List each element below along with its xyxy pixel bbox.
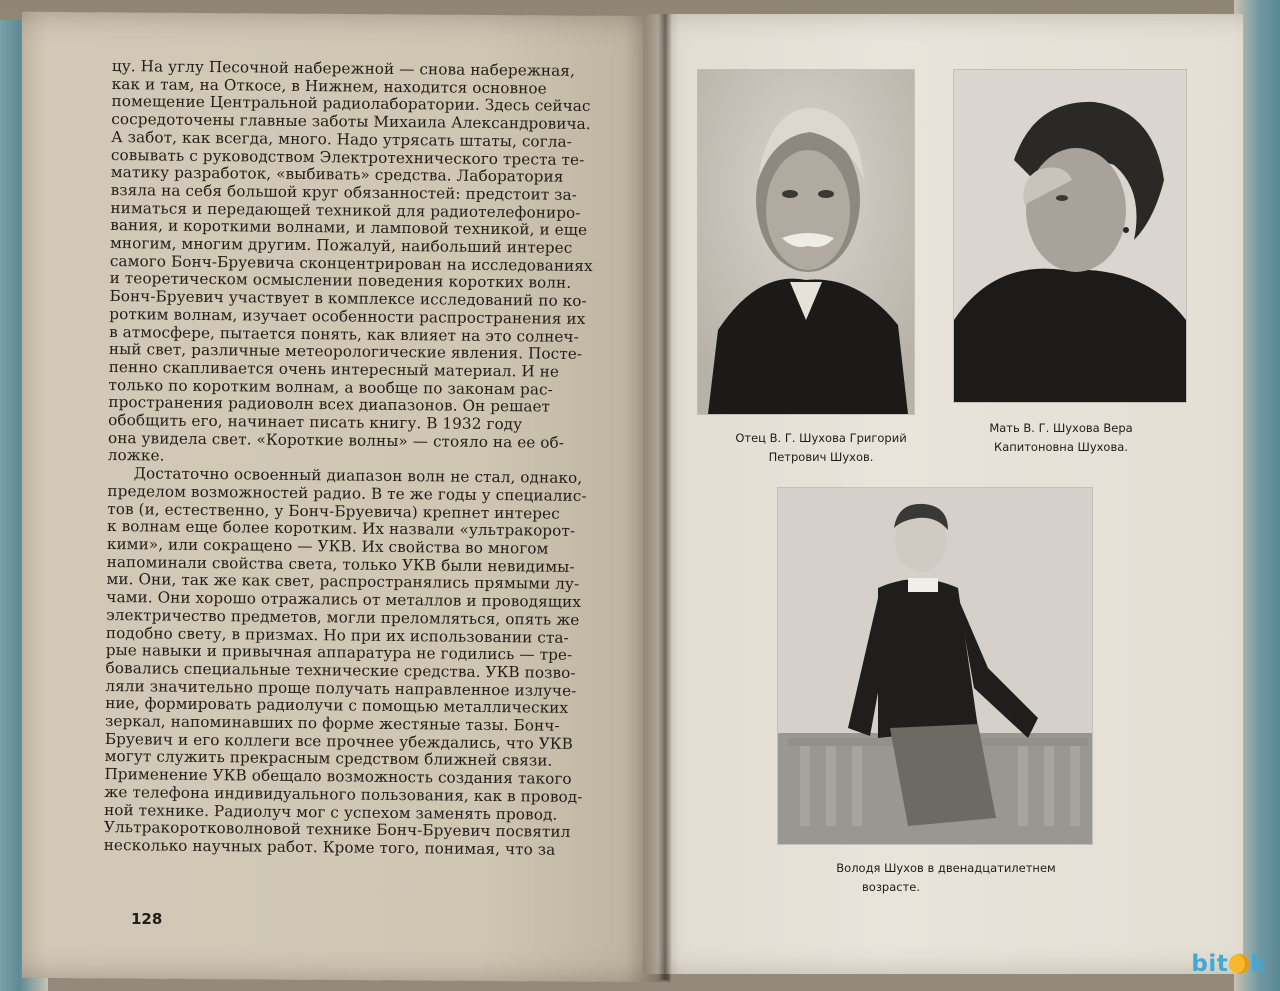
mother-caption-line-1: Мать В. Г. Шухова Вера (989, 421, 1133, 435)
page-number: 128 (131, 910, 163, 928)
watermark-text-part2: k (1250, 951, 1266, 977)
text-line: зеркал, напоминавших по форме жестяные тазы. Бонч- (104, 711, 560, 735)
text-line: Бонч-Бруевич участвует в комплексе исследований по ко- (109, 287, 587, 311)
text-line: вания, и короткими волнами, и ламповой техникой, и еще (110, 216, 588, 240)
text-line: ляли значительно проще получать направленное излуче- (105, 676, 577, 700)
text-line: могут служить прекрасным средством ближней связи. (104, 747, 553, 771)
father-caption-line-2: Петрович Шухов. (768, 450, 874, 464)
text-line: кими», или сокращено — УКВ. Их свойства во многом (106, 534, 549, 558)
text-line: ротким волнам, изучает особенности распространения их (109, 304, 586, 328)
text-line: Ультракоротковолновой технике Бонч-Бруевич посвятил (103, 818, 571, 842)
site-watermark-logo (1191, 951, 1266, 977)
mother-caption-line-2: Капитоновна Шухова. (994, 440, 1128, 454)
text-line: помещение Центральной радиолаборатории. Здесь сейчас (111, 92, 591, 116)
text-line: как и там, на Откосе, в Нижнем, находится основное (111, 74, 547, 98)
text-line: только по коротким волнам, а вообще по законам рас- (108, 375, 554, 399)
text-line: подобно свету, в призмах. Но при их использовании ста- (105, 623, 569, 647)
text-line: многим, многим другим. Пожалуй, наибольший интерес (109, 234, 573, 257)
boy-caption-line-1: Володя Шухов в двенадцатилетнем (836, 861, 1056, 875)
text-line: самого Бонч-Бруевича сконцентрирован на исследованиях (109, 251, 593, 275)
text-line: и теоретическом осмыслении поведения коротких волн. (109, 269, 572, 293)
text-line: она увидела свет. «Короткие волны» — стояло на ее об- (107, 428, 565, 452)
boy-portrait-photo (778, 488, 1092, 844)
text-line: ми. Они, так же как свет, распространялись прямыми лу- (106, 570, 580, 594)
text-line: сосредоточены главные заботы Михаила Александровича. (111, 110, 591, 134)
text-line: бовались специальные технические средства. УКВ позво- (105, 658, 576, 682)
father-portrait-photo (698, 70, 914, 414)
text-line: рые навыки и привычная аппаратура не годились — тре- (105, 641, 573, 665)
text-line: Применение УКВ обещало возможность создания такого (104, 765, 572, 788)
text-line: электричество предметов, могли преломляться, опять же (106, 605, 580, 629)
text-line: тов (и, естественно, у Бонч-Бруевича) крепнет интерес (107, 499, 560, 523)
text-line: совывать с руководством Электротехнического треста те- (110, 145, 585, 169)
boy-photo-caption (822, 859, 1070, 897)
father-caption-line-1: Отец В. Г. Шухова Григорий (735, 431, 907, 445)
text-line: ной технике. Радиолуч мог с успехом заменять провод. (104, 800, 558, 824)
text-line: Бруевич и его коллеги все прочнее убеждались, что УКВ (104, 729, 574, 753)
text-line: пенно скапливается очень интересный материал. И не (108, 357, 560, 381)
mother-photo-caption (958, 419, 1164, 457)
text-line: цу. На углу Песочной набережной — снова набережная, (111, 57, 576, 80)
text-line: взяла на себя большой круг обязанностей: предстоит за- (110, 180, 578, 204)
text-line: к волнам еще более коротким. Их назвали «ультракорот- (107, 517, 576, 541)
bee-icon (1229, 954, 1249, 974)
text-line: А забот, как всегда, много. Надо утрясать штаты, согла- (111, 127, 573, 151)
text-line: пространения радиоволн всех диапазонов. Он решает (108, 393, 551, 416)
text-line: матику разработок, «выбивать» средства. Лаборатория (110, 163, 564, 186)
text-line: ние, формировать радиолучи с помощью металлических (105, 694, 569, 718)
text-line: же телефона индивидуального пользования, как в провод- (104, 782, 583, 806)
book-gutter (658, 14, 672, 980)
text-line: пределом возможностей радио. В те же годы у специалис- (107, 481, 587, 505)
text-line: Достаточно освоенный диапазон волн не стал, однако, (133, 464, 583, 488)
boy-caption-line-2: возрасте. (862, 880, 921, 894)
text-line: ложке. (107, 446, 165, 466)
text-line: ный свет, различные метеорологические явления. Посте- (108, 340, 583, 364)
mother-portrait-photo (954, 70, 1186, 402)
text-line: чами. Они хорошо отражались от металлов и проводящих (106, 588, 582, 612)
watermark-text-part1: bit (1191, 951, 1229, 977)
father-photo-caption (714, 429, 928, 467)
text-line: несколько научных работ. Кроме того, понимая, что за (103, 835, 556, 859)
left-page-text (104, 58, 612, 860)
text-line: обобщить его, начинает писать книгу. В 1932 году (108, 411, 523, 434)
text-line: напоминали свойства света, только УКВ были невидимы- (106, 552, 575, 576)
text-line: в атмосфере, пытается понять, как влияет на это солнеч- (109, 322, 579, 346)
text-line: ниматься и передающей техникой для радиотелефониро- (110, 198, 581, 222)
